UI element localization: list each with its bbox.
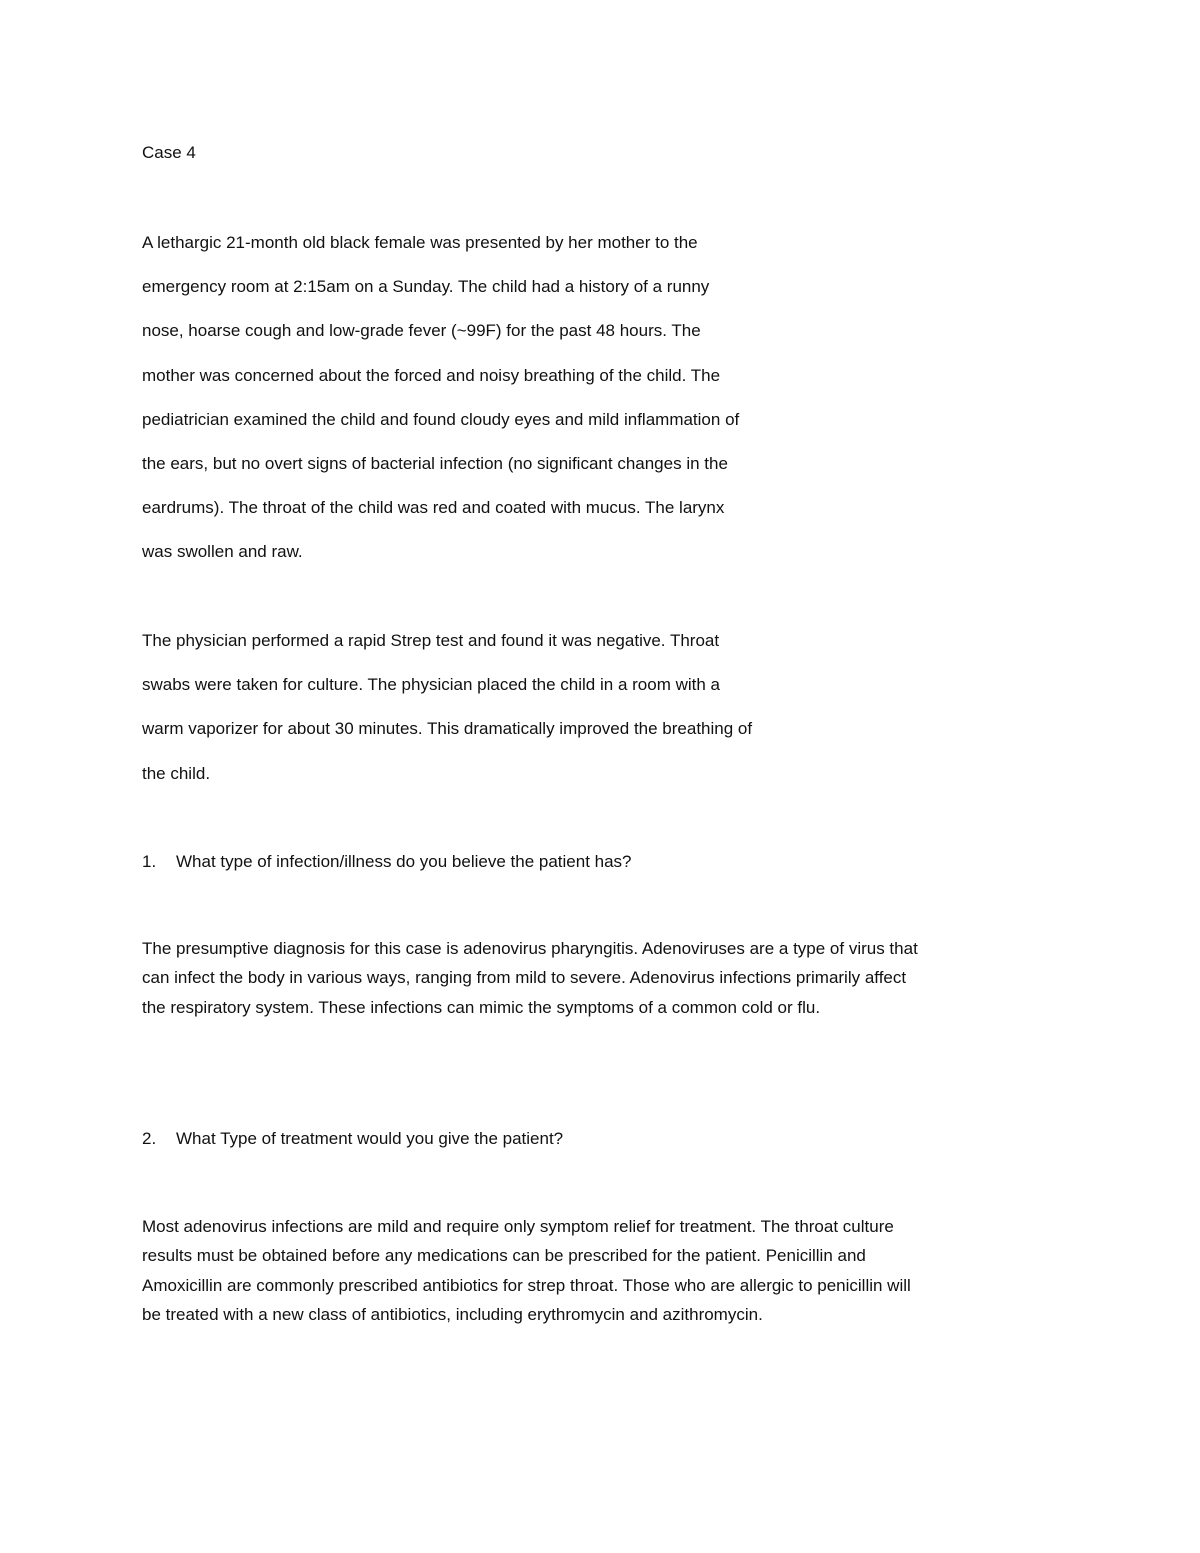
text-line: was swollen and raw. xyxy=(142,542,303,562)
text-line: mother was concerned about the forced and noisy breathing of the child. The xyxy=(142,365,721,385)
text-line: results must be obtained before any medications can be prescribed for the patient. Penicillin and xyxy=(142,1246,866,1266)
text-line: the child. xyxy=(142,763,211,783)
text-line: Amoxicillin are commonly prescribed antibiotics for strep throat. Those who are allergic to penicillin will xyxy=(142,1275,911,1295)
case-description-paragraph xyxy=(142,230,739,584)
text-line: be treated with a new class of antibiotics, including erythromycin and azithromycin. xyxy=(142,1304,763,1324)
text-line: pediatrician examined the child and found cloudy eyes and mild inflammation of xyxy=(142,409,740,429)
text-line: warm vaporizer for about 30 minutes. This dramatically improved the breathing of xyxy=(142,719,753,739)
case-findings-paragraph xyxy=(142,628,752,805)
question-number: 1. xyxy=(142,852,157,871)
question-number: 2. xyxy=(142,1129,157,1148)
answer-2 xyxy=(142,1214,911,1331)
document-title: Case 4 xyxy=(142,143,196,162)
question-1 xyxy=(142,849,632,875)
text-line: nose, hoarse cough and low-grade fever (~99F) for the past 48 hours. The xyxy=(142,321,701,341)
text-line: swabs were taken for culture. The physician placed the child in a room with a xyxy=(142,675,720,695)
text-line: A lethargic 21-month old black female was presented by her mother to the xyxy=(142,233,698,252)
text-line: The physician performed a rapid Strep test and found it was negative. Throat xyxy=(142,631,720,650)
text-line: the respiratory system. These infections can mimic the symptoms of a common cold or flu. xyxy=(142,997,821,1017)
question-2 xyxy=(142,1126,563,1152)
answer-1 xyxy=(142,936,918,1024)
text-line: can infect the body in various ways, ranging from mild to severe. Adenovirus infections primarily affect xyxy=(142,968,907,988)
question-text: What Type of treatment would you give the patient? xyxy=(176,1129,564,1148)
text-line: Most adenovirus infections are mild and require only symptom relief for treatment. The throat culture xyxy=(142,1217,894,1236)
text-line: The presumptive diagnosis for this case is adenovirus pharyngitis. Adenoviruses are a type of virus that xyxy=(142,939,918,958)
text-line: emergency room at 2:15am on a Sunday. The child had a history of a runny xyxy=(142,277,710,297)
question-text: What type of infection/illness do you believe the patient has? xyxy=(176,852,632,871)
text-line: the ears, but no overt signs of bacterial infection (no significant changes in the xyxy=(142,453,728,473)
text-line: eardrums). The throat of the child was red and coated with mucus. The larynx xyxy=(142,498,725,518)
